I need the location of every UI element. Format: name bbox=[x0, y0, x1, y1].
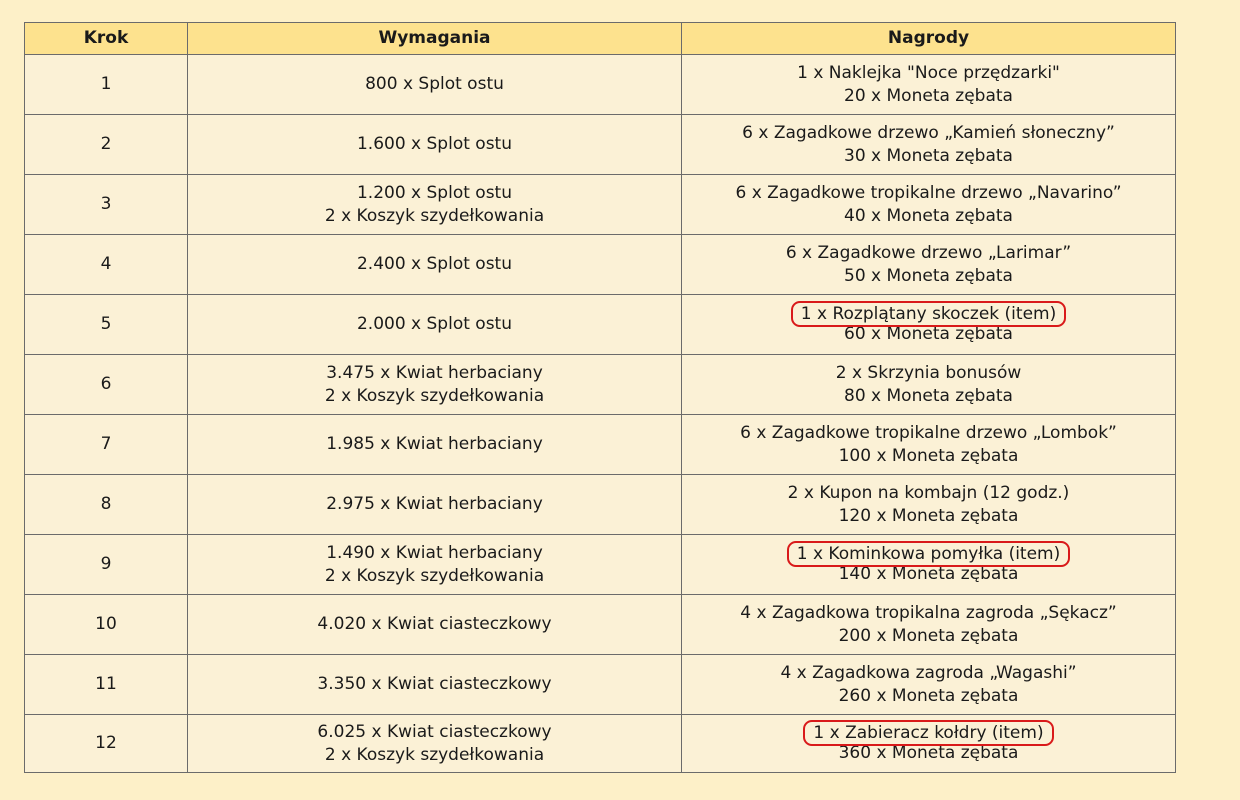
header-requirements: Wymagania bbox=[188, 23, 682, 55]
requirement-line: 800 x Splot ostu bbox=[365, 74, 504, 94]
reward-line: 4 x Zagadkowa tropikalna zagroda „Sękacz” bbox=[740, 602, 1117, 623]
cell-requirements bbox=[188, 175, 682, 235]
table-row bbox=[25, 175, 1176, 235]
cell-step: 4 bbox=[25, 235, 188, 295]
reward-line: 1 x Naklejka "Noce przędzarki" bbox=[797, 62, 1060, 83]
table-row bbox=[25, 475, 1176, 535]
cell-step: 9 bbox=[25, 535, 188, 595]
rewards-table bbox=[24, 22, 1176, 773]
cell-rewards bbox=[682, 55, 1176, 115]
table-row bbox=[25, 115, 1176, 175]
table-row bbox=[25, 415, 1176, 475]
cell-step: 10 bbox=[25, 595, 188, 655]
cell-requirements bbox=[188, 55, 682, 115]
cell-requirements bbox=[188, 655, 682, 715]
requirement-line: 2 x Koszyk szydełkowania bbox=[324, 744, 545, 765]
cell-step: 2 bbox=[25, 115, 188, 175]
requirement-line: 2 x Koszyk szydełkowania bbox=[324, 565, 545, 586]
reward-line: 40 x Moneta zębata bbox=[844, 205, 1013, 226]
cell-rewards bbox=[682, 235, 1176, 295]
cell-step: 3 bbox=[25, 175, 188, 235]
reward-line: 6 x Zagadkowe tropikalne drzewo „Navarino” bbox=[735, 182, 1122, 203]
requirement-line: 1.200 x Splot ostu bbox=[356, 182, 512, 203]
cell-step: 6 bbox=[25, 355, 188, 415]
highlighted-reward-item: 1 x Rozplątany skoczek (item) bbox=[791, 301, 1066, 327]
reward-line: 360 x Moneta zębata bbox=[838, 742, 1019, 763]
requirement-line: 3.350 x Kwiat ciasteczkowy bbox=[317, 674, 552, 694]
table-row bbox=[25, 295, 1176, 355]
requirement-line: 2.000 x Splot ostu bbox=[356, 314, 512, 334]
reward-line: 6 x Zagadkowe drzewo „Kamień słoneczny” bbox=[742, 122, 1115, 143]
reward-line: 200 x Moneta zębata bbox=[838, 625, 1019, 646]
reward-line: 60 x Moneta zębata bbox=[844, 323, 1013, 344]
highlighted-reward-item: 1 x Zabieracz kołdry (item) bbox=[803, 720, 1053, 746]
table-body bbox=[25, 55, 1176, 773]
table-header-row bbox=[25, 23, 1176, 55]
reward-line: 6 x Zagadkowe drzewo „Larimar” bbox=[785, 242, 1072, 263]
cell-requirements bbox=[188, 295, 682, 355]
cell-rewards bbox=[682, 535, 1176, 595]
cell-rewards bbox=[682, 295, 1176, 355]
rewards-table-container bbox=[24, 22, 1175, 773]
cell-requirements bbox=[188, 535, 682, 595]
requirement-line: 2 x Koszyk szydełkowania bbox=[324, 385, 545, 406]
table-row bbox=[25, 55, 1176, 115]
highlighted-reward-item: 1 x Kominkowa pomyłka (item) bbox=[787, 541, 1071, 567]
reward-line: 2 x Skrzynia bonusów bbox=[835, 362, 1022, 383]
cell-requirements bbox=[188, 595, 682, 655]
table-row bbox=[25, 235, 1176, 295]
requirement-line: 1.985 x Kwiat herbaciany bbox=[326, 434, 543, 454]
cell-requirements bbox=[188, 715, 682, 773]
cell-rewards bbox=[682, 475, 1176, 535]
cell-rewards bbox=[682, 415, 1176, 475]
header-rewards: Nagrody bbox=[682, 23, 1176, 55]
reward-line: 2 x Kupon na kombajn (12 godz.) bbox=[787, 482, 1070, 503]
cell-requirements bbox=[188, 475, 682, 535]
reward-line: 140 x Moneta zębata bbox=[838, 563, 1019, 584]
cell-requirements bbox=[188, 235, 682, 295]
cell-step: 1 bbox=[25, 55, 188, 115]
cell-step: 11 bbox=[25, 655, 188, 715]
table-row bbox=[25, 655, 1176, 715]
cell-rewards bbox=[682, 655, 1176, 715]
requirement-line: 6.025 x Kwiat ciasteczkowy bbox=[317, 721, 552, 742]
cell-step: 12 bbox=[25, 715, 188, 773]
reward-line: 80 x Moneta zębata bbox=[844, 385, 1013, 406]
requirement-line: 3.475 x Kwiat herbaciany bbox=[326, 362, 543, 383]
cell-rewards bbox=[682, 715, 1176, 773]
table-row bbox=[25, 715, 1176, 773]
cell-requirements bbox=[188, 115, 682, 175]
reward-line: 50 x Moneta zębata bbox=[844, 265, 1013, 286]
cell-rewards bbox=[682, 595, 1176, 655]
table-row bbox=[25, 595, 1176, 655]
requirement-line: 2 x Koszyk szydełkowania bbox=[324, 205, 545, 226]
requirement-line: 1.600 x Splot ostu bbox=[356, 134, 512, 154]
requirement-line: 2.400 x Splot ostu bbox=[356, 254, 512, 274]
reward-line: 120 x Moneta zębata bbox=[838, 505, 1019, 526]
cell-step: 5 bbox=[25, 295, 188, 355]
table-row bbox=[25, 535, 1176, 595]
cell-rewards bbox=[682, 175, 1176, 235]
cell-step: 8 bbox=[25, 475, 188, 535]
cell-requirements bbox=[188, 415, 682, 475]
cell-requirements bbox=[188, 355, 682, 415]
requirement-line: 4.020 x Kwiat ciasteczkowy bbox=[317, 614, 552, 634]
reward-line: 260 x Moneta zębata bbox=[838, 685, 1019, 706]
requirement-line: 1.490 x Kwiat herbaciany bbox=[326, 542, 543, 563]
reward-line: 20 x Moneta zębata bbox=[844, 85, 1013, 106]
cell-rewards bbox=[682, 115, 1176, 175]
cell-step: 7 bbox=[25, 415, 188, 475]
header-step: Krok bbox=[25, 23, 188, 55]
reward-line: 100 x Moneta zębata bbox=[838, 445, 1019, 466]
requirement-line: 2.975 x Kwiat herbaciany bbox=[326, 494, 543, 514]
table-row bbox=[25, 355, 1176, 415]
reward-line: 6 x Zagadkowe tropikalne drzewo „Lombok” bbox=[740, 422, 1117, 443]
reward-line: 4 x Zagadkowa zagroda „Wagashi” bbox=[780, 662, 1077, 683]
reward-line: 30 x Moneta zębata bbox=[844, 145, 1013, 166]
cell-rewards bbox=[682, 355, 1176, 415]
